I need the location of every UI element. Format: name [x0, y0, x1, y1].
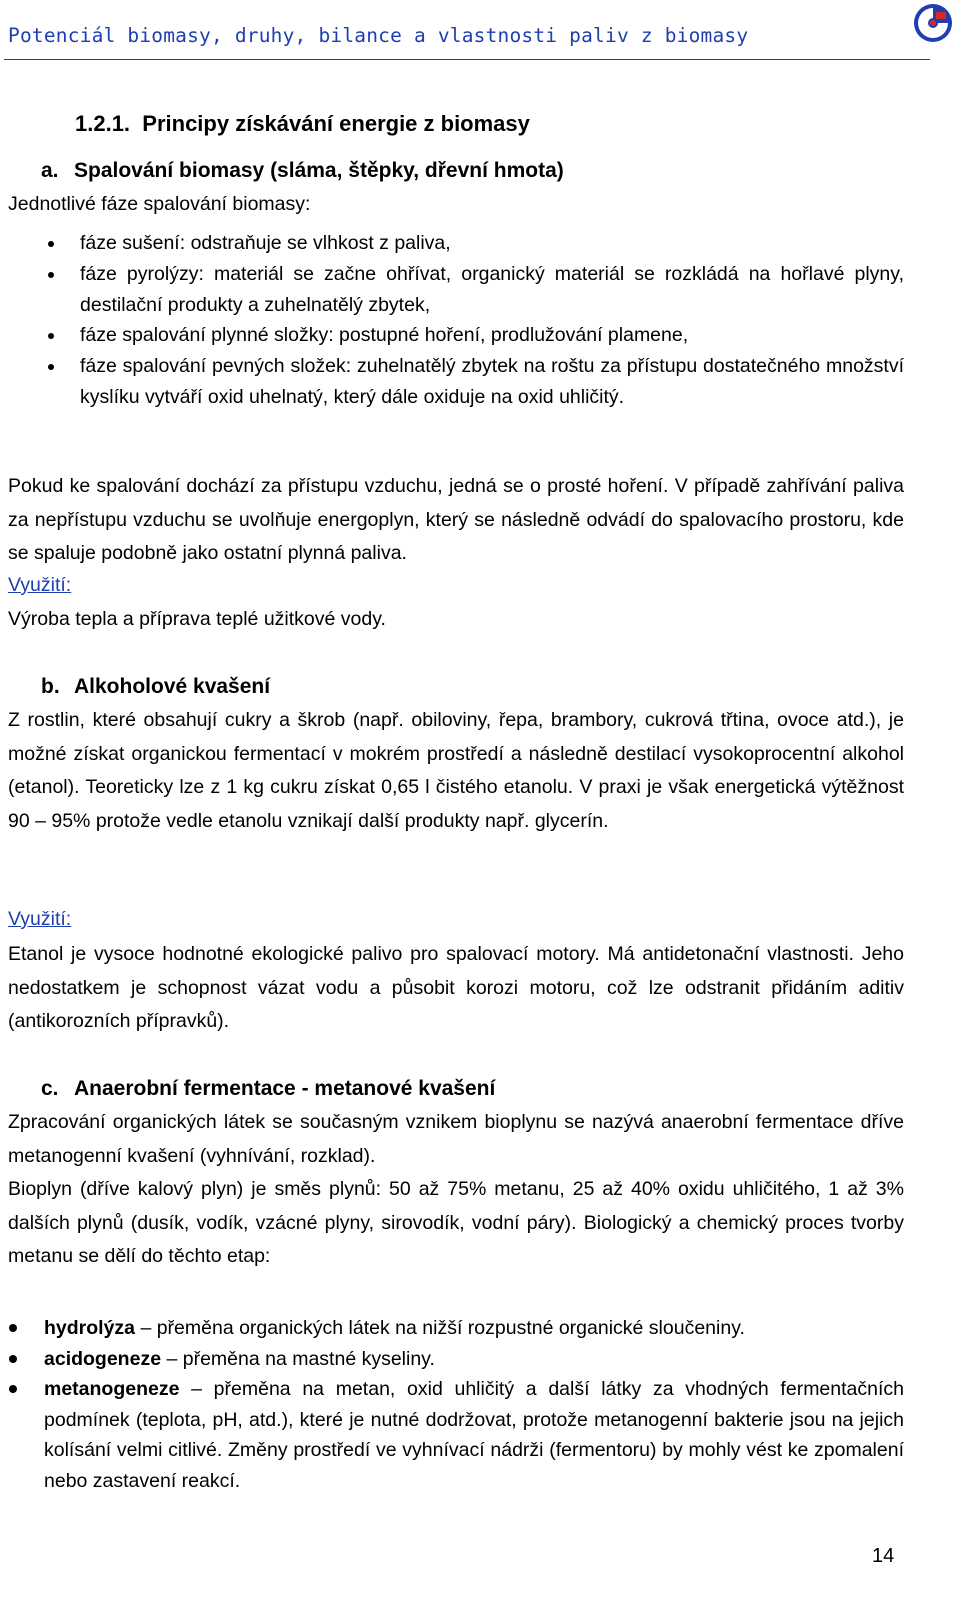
section-title: [75, 111, 530, 137]
list-item-text: fáze spalování plynné složky: postupné hoření, prodlužování plamene,: [80, 324, 689, 347]
part-a-intro: Jednotlivé fáze spalování biomasy:: [8, 193, 311, 215]
part-c-letter: c.: [41, 1077, 59, 1100]
section-title-text: Principy získávání energie z biomasy: [142, 111, 530, 136]
page-number: 14: [872, 1545, 895, 1567]
list-item: [0, 228, 904, 259]
part-c-paragraph-1: Zpracování organických látek se současným vznikem bioplynu se nazývá anaerobní fermentace dříve metanogenní kvašení (vyhnívání, rozklad).: [8, 1111, 904, 1167]
stage-text: – přeměna na mastné kyseliny.: [161, 1347, 435, 1370]
institution-logo-icon: [912, 2, 954, 44]
list-item-text: fáze spalování pevných složek: zuhelnatělý zbytek na roštu za přístupu dostatečného množství kyslíku vytváří oxid uhelnatý, který dále oxiduje na oxid uhličitý.: [80, 355, 904, 408]
part-b-letter: b.: [41, 675, 60, 698]
part-c-heading: [41, 1076, 495, 1102]
bullet-icon: [48, 333, 54, 339]
part-b-use-text: Etanol je vysoce hodnotné ekologické palivo pro spalovací motory. Má antidetonační vlastnosti. Jeho nedostatkem je schopnost vázat vodu a působit korozi motoru, což lze odstranit přidáním aditiv (antikorozních přípravků).: [8, 943, 904, 1032]
part-b-heading: [41, 674, 270, 700]
stage-term: acidogeneze: [44, 1347, 162, 1370]
page-header: [0, 0, 960, 62]
list-item: [0, 1344, 904, 1375]
part-a-paragraph: Pokud ke spalování dochází za přístupu vzduchu, jedná se o prosté hoření. V případě zahřívání paliva za nepřístupu vzduchu se uvolňuje energoplyn, který se následně odvádí do spalovacího prostoru, kde se spaluje podobně jako ostatní plynná paliva.: [8, 475, 904, 564]
bullet-icon: [9, 1355, 17, 1363]
part-a-use-label: Využití:: [8, 574, 72, 596]
part-a-letter: a.: [41, 159, 59, 182]
fermentation-stages-list: [0, 1313, 904, 1496]
header-title: Potenciál biomasy, druhy, bilance a vlastnosti paliv z biomasy: [8, 24, 749, 47]
part-b-title: Alkoholové kvašení: [74, 675, 271, 698]
stage-term: hydrolýza: [44, 1317, 136, 1339]
combustion-phases-list: [0, 228, 904, 413]
list-item: [0, 1374, 904, 1496]
part-a-heading: [41, 158, 564, 184]
bullet-icon: [48, 364, 54, 370]
bullet-icon: [9, 1385, 17, 1393]
part-a-use-text: Výroba tepla a příprava teplé užitkové vody.: [8, 608, 386, 630]
part-b-use-label: Využití:: [8, 908, 72, 930]
part-c-title: Anaerobní fermentace - metanové kvašení: [74, 1077, 496, 1100]
list-item-text: fáze sušení: odstraňuje se vlhkost z paliva,: [80, 232, 451, 254]
bullet-icon: [48, 272, 54, 278]
stage-text: – přeměna na metan, oxid uhličitý a další látky za vhodných fermentačních podmínek (teplota, pH, atd.), které je nutné dodržovat, protože metanogenní bakterie jsou na jejich kolísání velmi citlivé. Změny prostředí ve vyhnívací nádrži (fermentoru) by mohly vést ke zpomalení nebo zastavení reakcí.: [44, 1378, 904, 1492]
stage-text: – přeměna organických látek na nižší rozpustné organické sloučeniny.: [135, 1317, 745, 1339]
list-item: [0, 259, 904, 321]
header-divider: [4, 59, 930, 60]
bullet-icon: [9, 1324, 17, 1332]
list-item: [0, 320, 904, 351]
stage-term: metanogeneze: [44, 1378, 180, 1400]
bullet-icon: [48, 241, 54, 247]
list-item-text: fáze pyrolýzy: materiál se začne ohřívat, organický materiál se rozkládá na hořlavé plyny, destilační produkty a zuhelnatělý zbytek,: [80, 262, 904, 316]
list-item: [0, 1313, 904, 1344]
part-b-paragraph: Z rostlin, které obsahují cukry a škrob (např. obiloviny, řepa, brambory, cukrová třtina, ovoce atd.), je možné získat organickou fermentací v mokrém prostředí a následně destilací vysokoprocentní alkohol (etanol). Teoreticky lze z 1 kg cukru získat 0,65 l čistého etanolu. V praxi je však energetická výtěžnost 90 – 95% protože vedle etanolu vznikají další produkty např. glycerín.: [8, 709, 904, 832]
part-a-title: Spalování biomasy (sláma, štěpky, dřevní hmota): [74, 159, 564, 182]
section-number: 1.2.1.: [75, 111, 131, 136]
list-item: [0, 351, 904, 413]
part-c-paragraph-2: Bioplyn (dříve kalový plyn) je směs plynů: 50 až 75% metanu, 25 až 40% oxidu uhličitého, 1 až 3% dalších plynů (dusík, vodík, vzácné plyny, sirovodík, vodní páry). Biologický a chemický proces tvorby metanu se dělí do těchto etap:: [8, 1178, 904, 1267]
